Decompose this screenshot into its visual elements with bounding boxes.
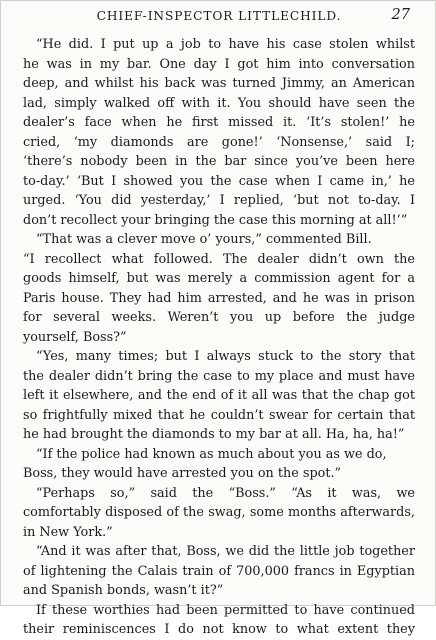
text-line: Paris house. They had him arrested, and he was in prison [23, 290, 415, 306]
text-line: “That was a clever move o’ yours,” commented Bill. [36, 232, 372, 247]
text-line: of lightening the Calais train of 700,000 francs in Egyptian [23, 563, 415, 579]
body-text [23, 35, 415, 640]
text-line: the dealer didn’t bring the case to my place and must have [23, 368, 415, 384]
text-line: “And it was after that, Boss, we did the little job together [36, 544, 415, 559]
text-line: If these worthies had been permitted to have continued [36, 602, 415, 618]
text-line: for several weeks. Weren’t you up before the judge [23, 310, 415, 325]
text-line: their reminiscences I do not know to what extent they [23, 622, 415, 637]
text-line: goods himself, but was merely a commission agent for a [23, 271, 415, 286]
text-line: don’t recollect your bringing the case this morning at all!’” [23, 212, 408, 228]
text-line: Boss, they would have arrested you on the spot.” [23, 466, 342, 481]
text-line: so frightfully mixed that he couldn’t swear for certain that [23, 407, 415, 423]
text-line: “Yes, many times; but I always stuck to the story that [36, 349, 415, 364]
text-line: “If the police had known as much about you as we do, [36, 446, 387, 462]
text-line: dealer’s face when he first missed it. ‘It’s stolen!’ he [23, 115, 415, 130]
text-line: “He did. I put up a job to have his case stolen whilst [36, 37, 415, 52]
running-head: CHIEF-INSPECTOR LITTLECHILD. [96, 9, 342, 23]
text-line: he was in my bar. One day I got him into conversation [23, 56, 415, 72]
text-line: he had brought the diamonds to my bar at all. Ha, ha, ha!” [23, 427, 405, 442]
text-line: left it elsewhere, and the end of it all was that the chap got [23, 388, 415, 403]
page-number: 27 [391, 7, 410, 23]
text-line: urged. ‘You did yesterday,’ I replied, ‘but not to-day. I [23, 193, 415, 208]
text-line: in New York.” [23, 524, 113, 540]
text-line: deep, and whilst his back was turned Jimmy, an American [23, 76, 415, 91]
text-line: “I recollect what followed. The dealer didn’t own the [23, 251, 415, 267]
text-line: cried, ‘my diamonds are gone!’ ‘Nonsense,’ said I; [23, 134, 415, 150]
text-line: yourself, Boss?” [23, 329, 127, 345]
text-line: and Spanish bonds, wasn’t it?” [23, 583, 224, 598]
text-line: to-day.’ ‘But I showed you the case when I came in,’ he [23, 173, 415, 189]
text-line: comfortably disposed of the swag, some months afterwards, [23, 505, 415, 520]
text-line: “Perhaps so,” said the “Boss.” “As it was, we [36, 485, 415, 501]
text-line: lad, simply walked off with it. You should have seen the [23, 95, 415, 111]
text-line: ‘there’s nobody been in the bar since you’ve been here [23, 154, 415, 169]
